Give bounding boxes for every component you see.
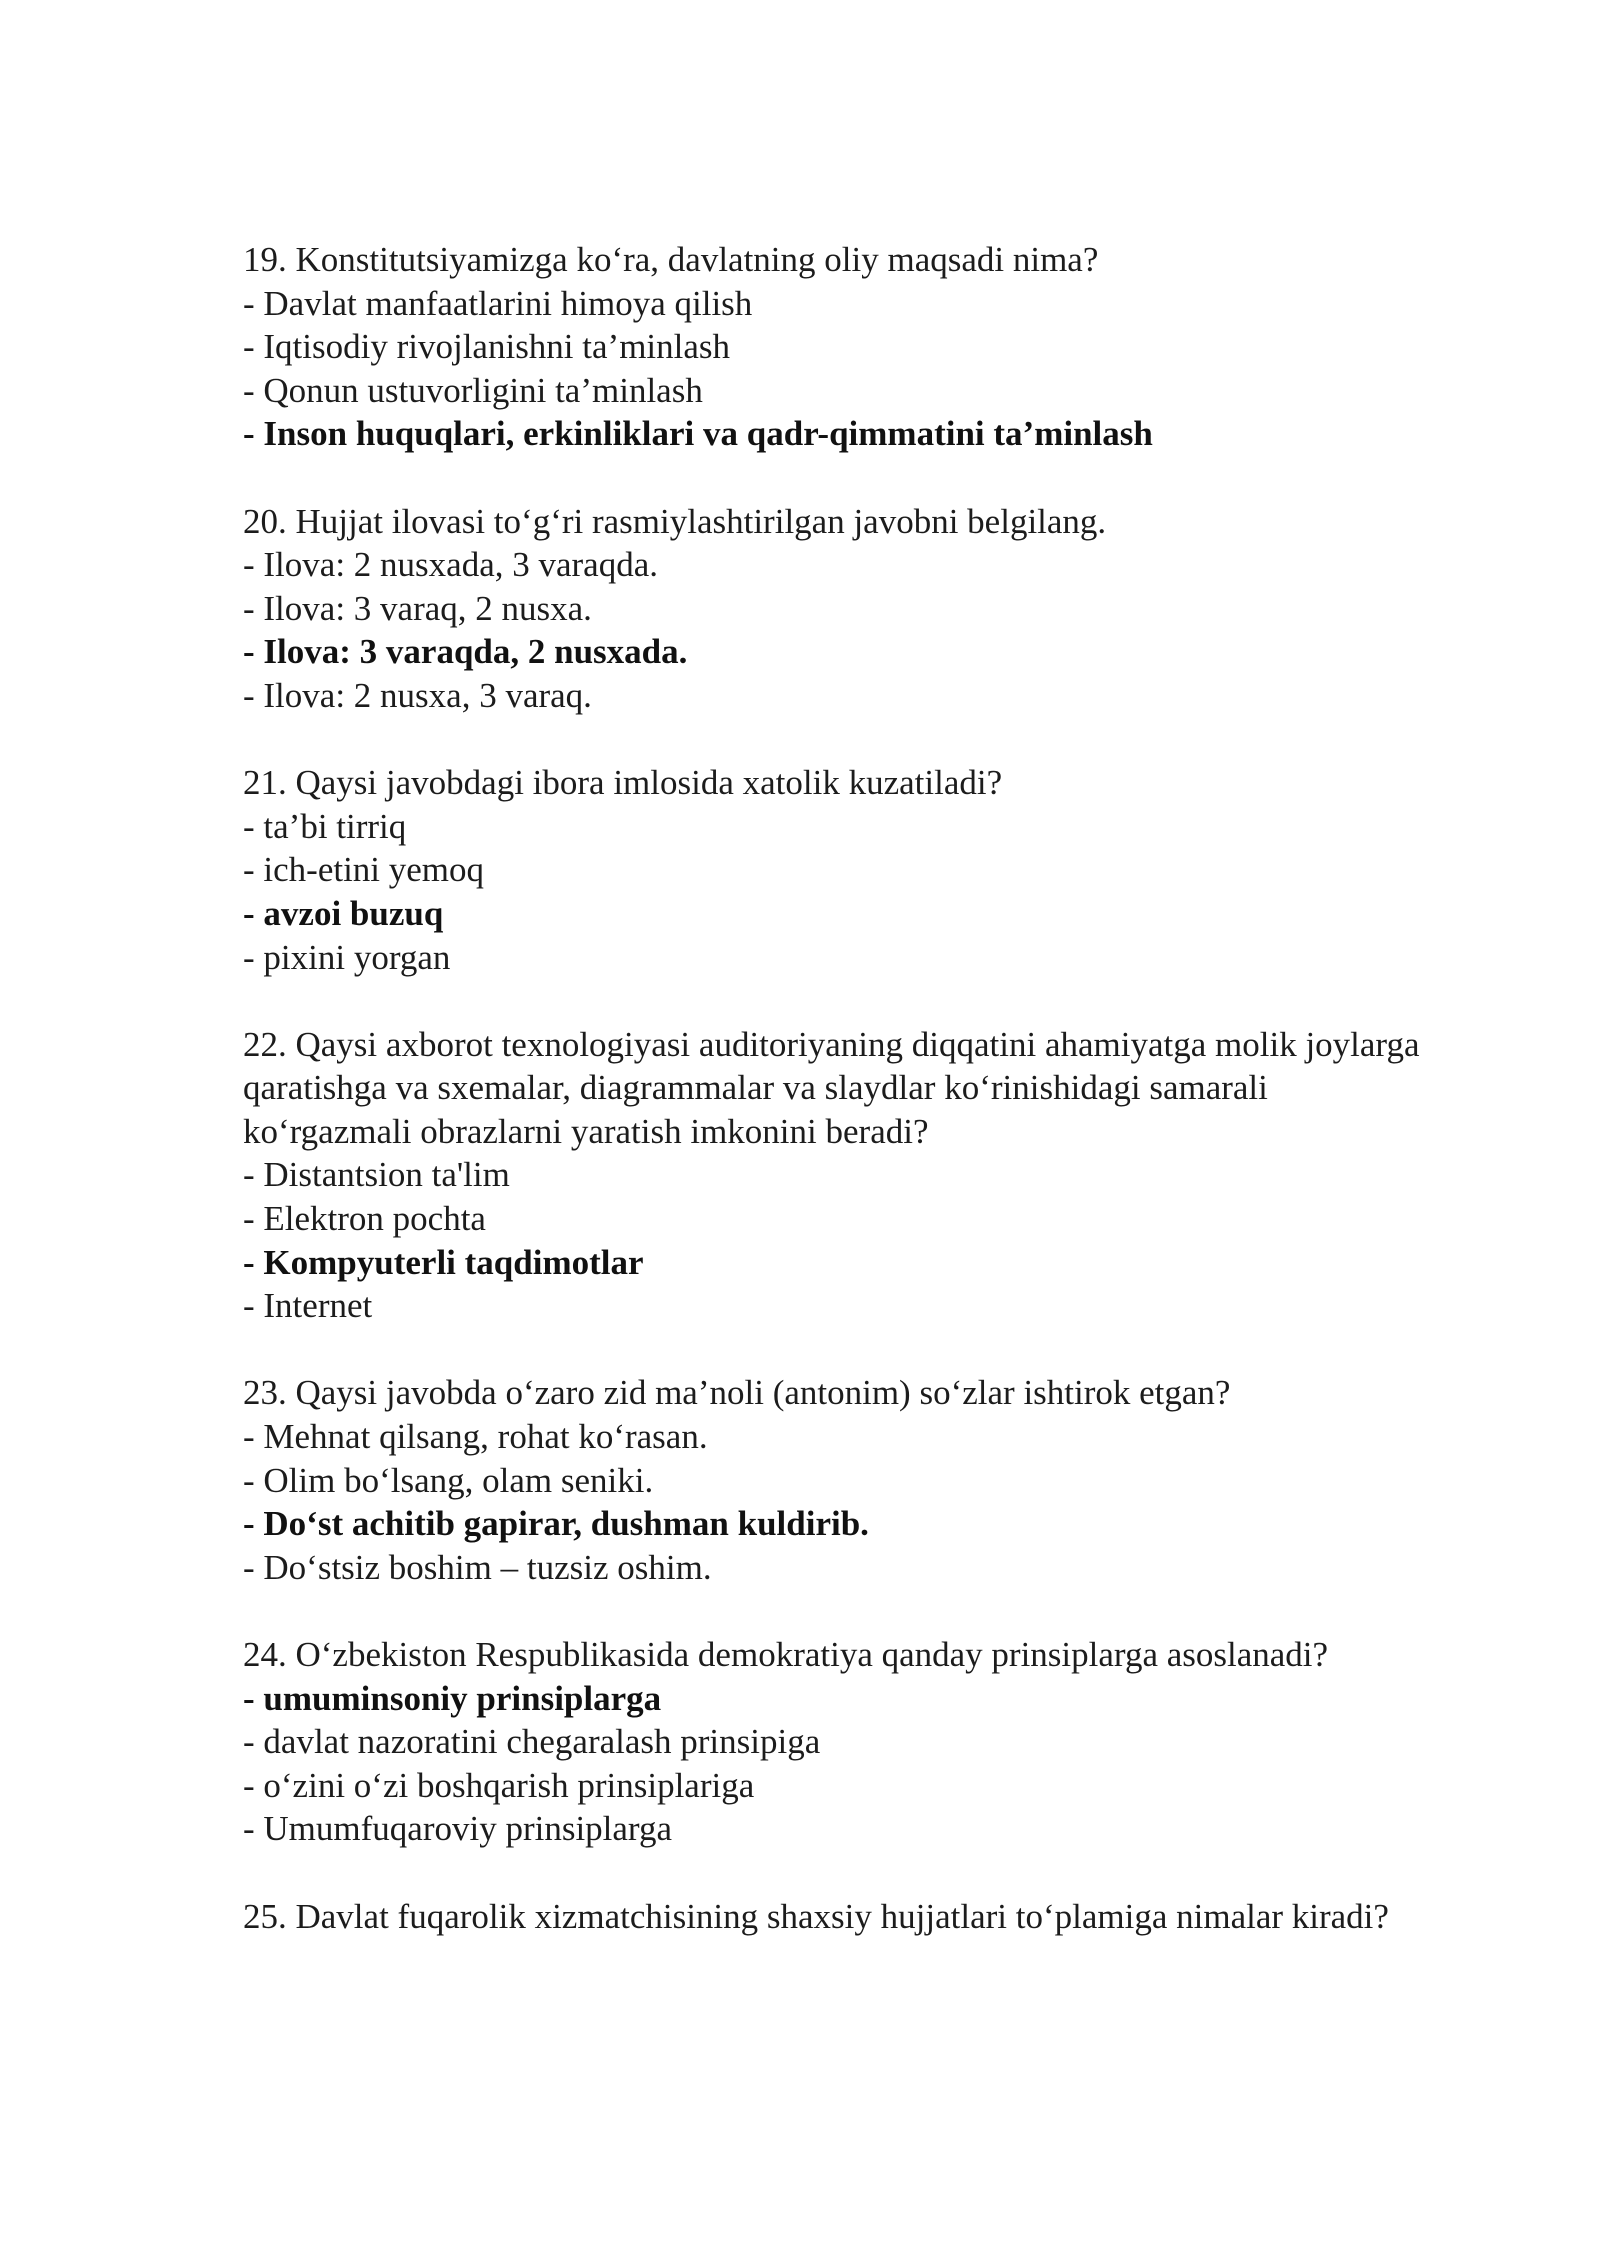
answer-option: - Distantsion ta'lim <box>243 1155 510 1195</box>
answer-option: - Iqtisodiy rivojlanishni ta’minlash <box>243 327 731 367</box>
answer-option: - Davlat manfaatlarini himoya qilish <box>243 283 753 323</box>
answer-option: - Qonun ustuvorligini ta’minlash <box>243 370 703 410</box>
answer-list <box>243 1153 1443 1327</box>
answer-option: - o‘zini o‘zi boshqarish prinsiplariga <box>243 1765 755 1805</box>
answer-option: - Mehnat qilsang, rohat ko‘rasan. <box>243 1417 708 1457</box>
question-text: 24. O‘zbekiston Respublikasida demokratiya qanday prinsiplarga asoslanadi? <box>243 1635 1329 1674</box>
answer-option: - Ilova: 2 nusxada, 3 varaqda. <box>243 545 658 585</box>
answer-option: - Olim bo‘lsang, olam seniki. <box>243 1460 654 1500</box>
answer-option: - Umumfuqaroviy prinsiplarga <box>243 1809 672 1849</box>
question-24 <box>243 1633 1443 1851</box>
correct-answer-option: - Inson huquqlari, erkinliklari va qadr-qimmatini ta’minlash <box>243 414 1153 454</box>
correct-answer-option: - Ilova: 3 varaqda, 2 nusxada. <box>243 632 688 672</box>
question-19 <box>243 238 1443 456</box>
question-25 <box>243 1895 1443 1939</box>
answer-option: - Ilova: 2 nusxa, 3 varaq. <box>243 675 592 715</box>
question-22 <box>243 1023 1443 1328</box>
question-text: 25. Davlat fuqarolik xizmatchisining shaxsiy hujjatlari to‘plamiga nimalar kiradi? <box>243 1896 1389 1936</box>
answer-option: - Do‘stsiz boshim – tuzsiz oshim. <box>243 1547 712 1587</box>
answer-option: - Ilova: 3 varaq, 2 nusxa. <box>243 588 592 628</box>
answer-list <box>243 1415 1443 1589</box>
question-21 <box>243 761 1443 979</box>
answer-list <box>243 543 1443 717</box>
answer-list <box>243 805 1443 979</box>
correct-answer-option: - Do‘st achitib gapirar, dushman kuldirib. <box>243 1504 869 1544</box>
answer-list <box>243 282 1443 456</box>
answer-option: - pixini yorgan <box>243 937 451 977</box>
document-page <box>243 238 1443 1982</box>
answer-option: - ta’bi tirriq <box>243 806 407 846</box>
answer-option: - Internet <box>243 1286 373 1326</box>
question-text: 23. Qaysi javobda o‘zaro zid ma’noli (antonim) so‘zlar ishtirok etgan? <box>243 1373 1231 1413</box>
correct-answer-option: - avzoi buzuq <box>243 893 444 933</box>
answer-list <box>243 1677 1443 1851</box>
answer-option: - davlat nazoratini chegaralash prinsipiga <box>243 1722 821 1762</box>
correct-answer-option: - umuminsoniy prinsiplarga <box>243 1678 662 1718</box>
answer-option: - Elektron pochta <box>243 1199 486 1239</box>
answer-option: - ich-etini yemoq <box>243 850 485 890</box>
question-20 <box>243 500 1443 718</box>
question-text: 20. Hujjat ilovasi to‘g‘ri rasmiylashtirilgan javobni belgilang. <box>243 501 1107 541</box>
question-text: 19. Konstitutsiyamizga ko‘ra, davlatning oliy maqsadi nima? <box>243 240 1099 279</box>
question-text: 22. Qaysi axborot texnologiyasi auditoriyaning diqqatini ahamiyatga molik joylarga qaratishga va sxemalar, diagrammalar va slaydlar ko‘rinishidagi samarali ko‘rgazmali obrazlarni yaratish imkonini beradi? <box>243 1024 1420 1151</box>
question-text: 21. Qaysi javobdagi ibora imlosida xatolik kuzatiladi? <box>243 763 1003 803</box>
correct-answer-option: - Kompyuterli taqdimotlar <box>243 1242 644 1282</box>
question-23 <box>243 1371 1443 1589</box>
